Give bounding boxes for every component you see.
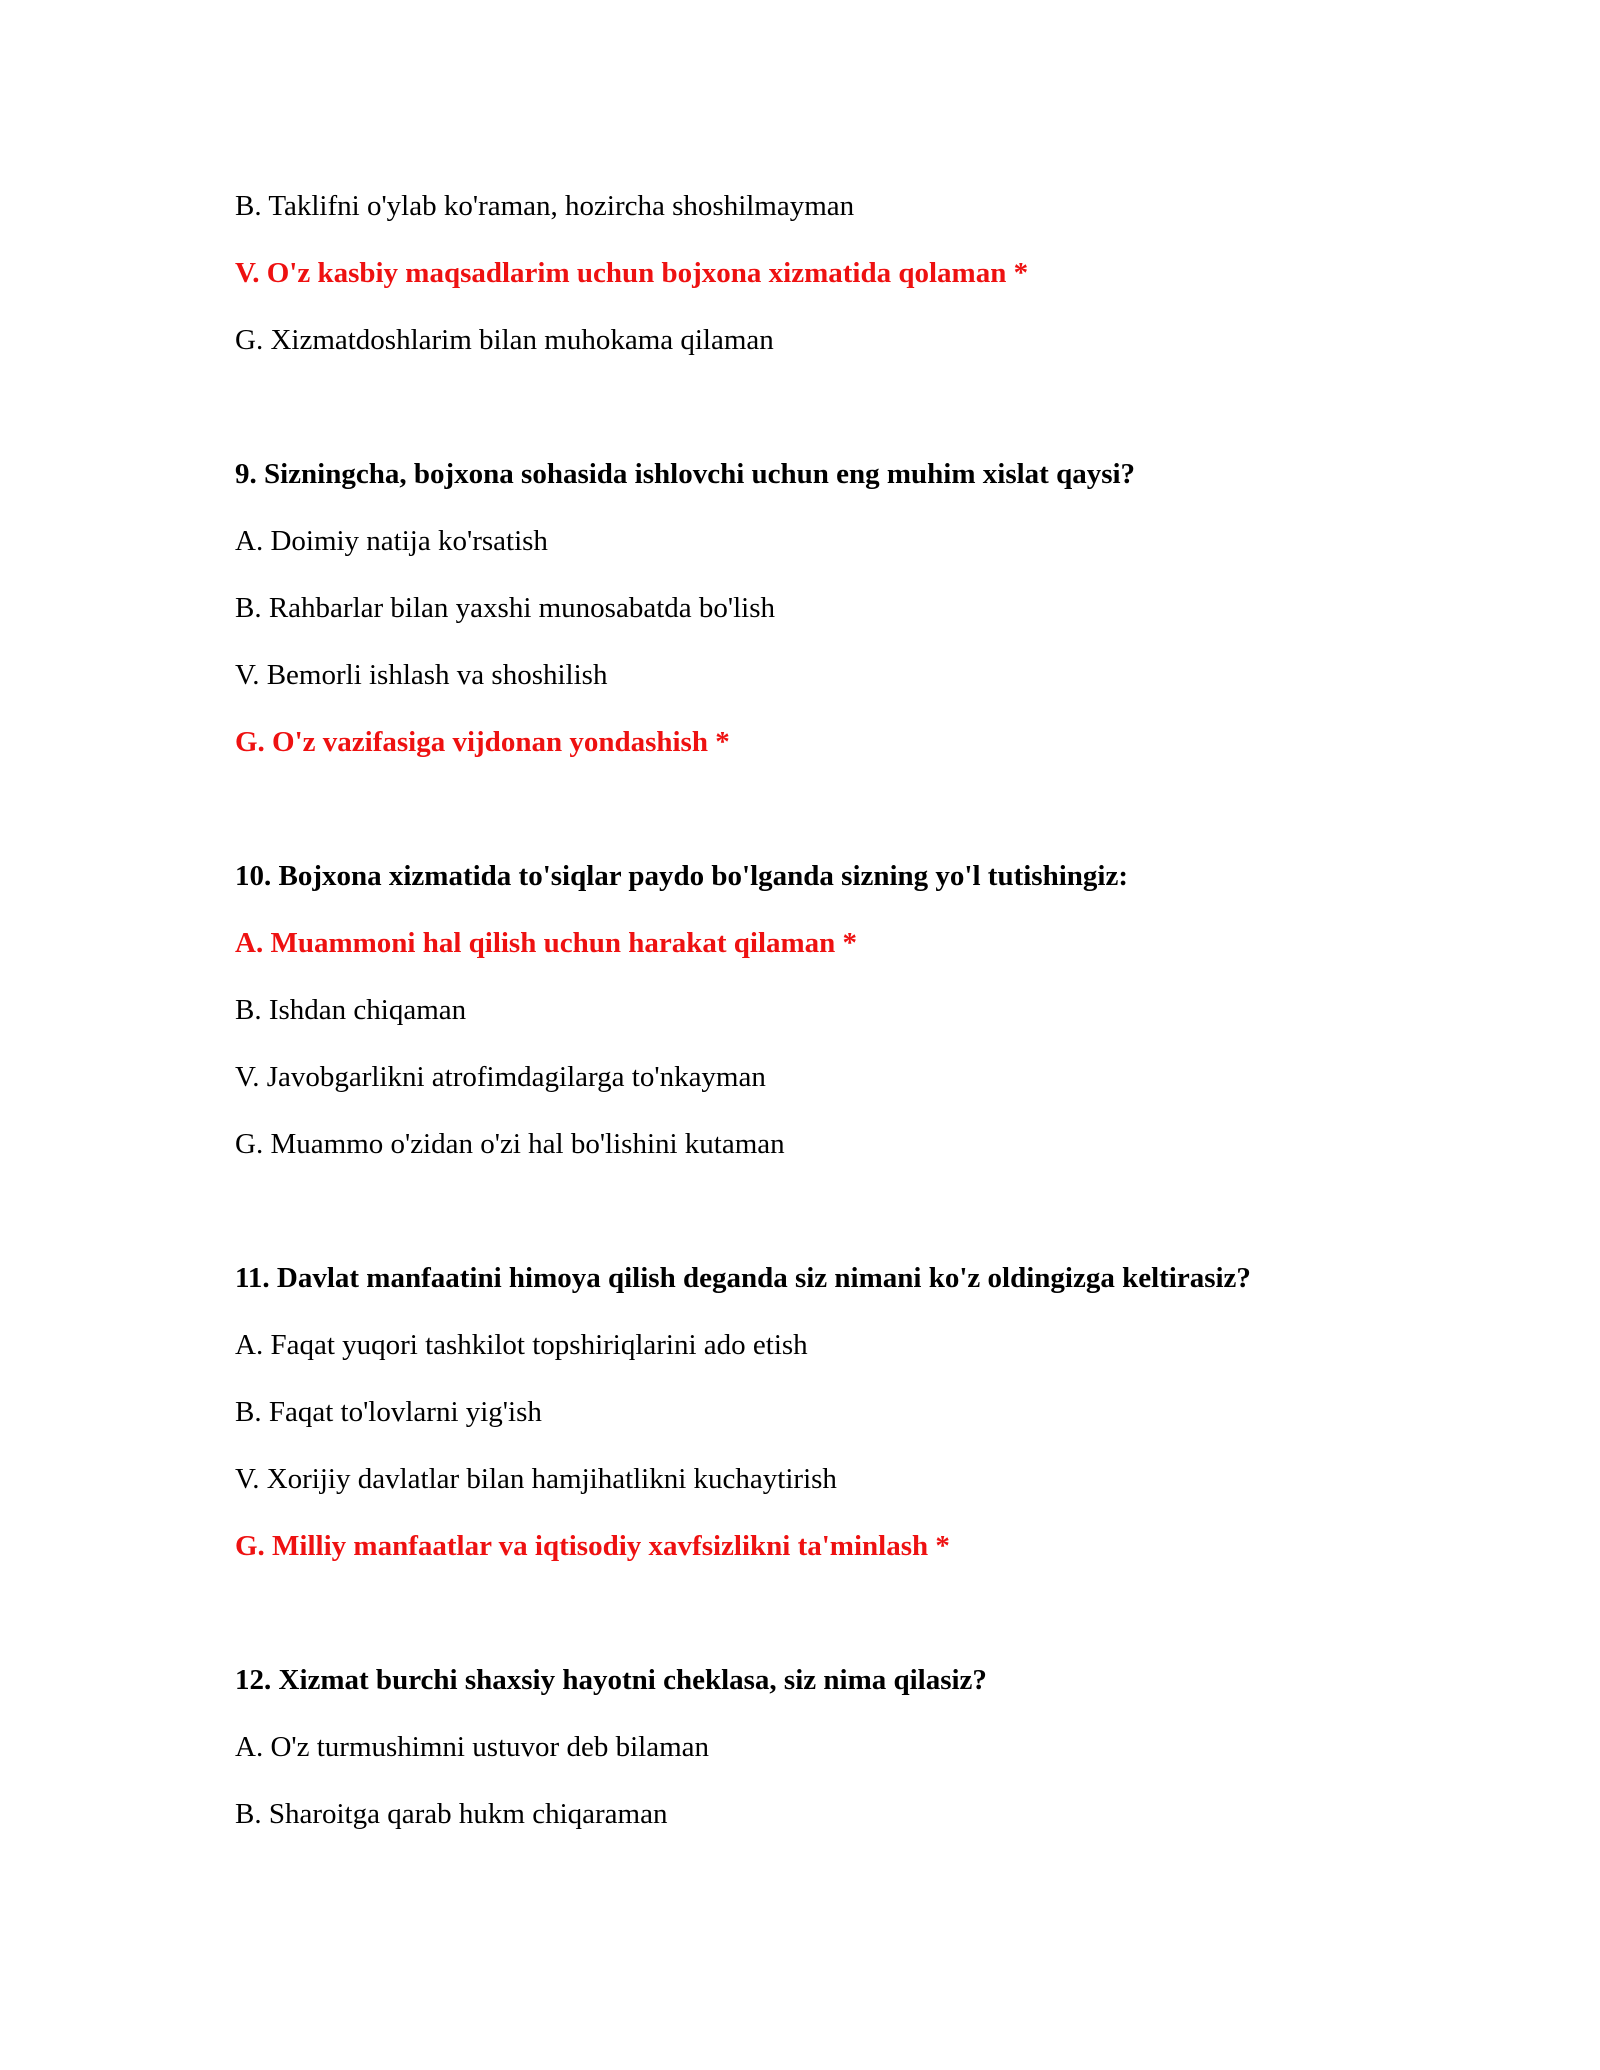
option-9-g-correct: G. O'z vazifasiga vijdonan yondashish * <box>235 726 730 758</box>
question-10: 10. Bojxona xizmatida to'siqlar paydo bo'lganda sizning yo'l tutishingiz: <box>235 860 1128 892</box>
option-9-b: B. Rahbarlar bilan yaxshi munosabatda bo'lish <box>235 592 776 624</box>
option-11-v: V. Xorijiy davlatlar bilan hamjihatlikni kuchaytirish <box>235 1463 837 1495</box>
option-9-a: A. Doimiy natija ko'rsatish <box>235 525 548 557</box>
option-10-v: V. Javobgarlikni atrofimdagilarga to'nkayman <box>235 1061 766 1093</box>
option-8-v-correct: V. O'z kasbiy maqsadlarim uchun bojxona xizmatida qolaman * <box>235 257 1029 289</box>
question-9: 9. Sizningcha, bojxona sohasida ishlovchi uchun eng muhim xislat qaysi? <box>235 458 1136 490</box>
option-10-g: G. Muammo o'zidan o'zi hal bo'lishini kutaman <box>235 1128 785 1160</box>
option-12-a: A. O'z turmushimni ustuvor deb bilaman <box>235 1731 709 1763</box>
option-12-b: B. Sharoitga qarab hukm chiqaraman <box>235 1798 668 1830</box>
option-10-a-correct: A. Muammoni hal qilish uchun harakat qilaman * <box>235 927 858 959</box>
question-12: 12. Xizmat burchi shaxsiy hayotni cheklasa, siz nima qilasiz? <box>235 1664 987 1696</box>
option-9-v: V. Bemorli ishlash va shoshilish <box>235 659 608 691</box>
option-10-b: B. Ishdan chiqaman <box>235 994 467 1026</box>
question-11: 11. Davlat manfaatini himoya qilish deganda siz nimani ko'z oldingizga keltirasiz? <box>235 1262 1251 1294</box>
option-8-b: B. Taklifni o'ylab ko'raman, hozircha shoshilmayman <box>235 190 855 222</box>
option-11-g-correct: G. Milliy manfaatlar va iqtisodiy xavfsizlikni ta'minlash * <box>235 1530 950 1562</box>
option-8-g: G. Xizmatdoshlarim bilan muhokama qilaman <box>235 324 774 356</box>
option-11-b: B. Faqat to'lovlarni yig'ish <box>235 1396 542 1428</box>
option-11-a: A. Faqat yuqori tashkilot topshiriqlarini ado etish <box>235 1329 808 1361</box>
